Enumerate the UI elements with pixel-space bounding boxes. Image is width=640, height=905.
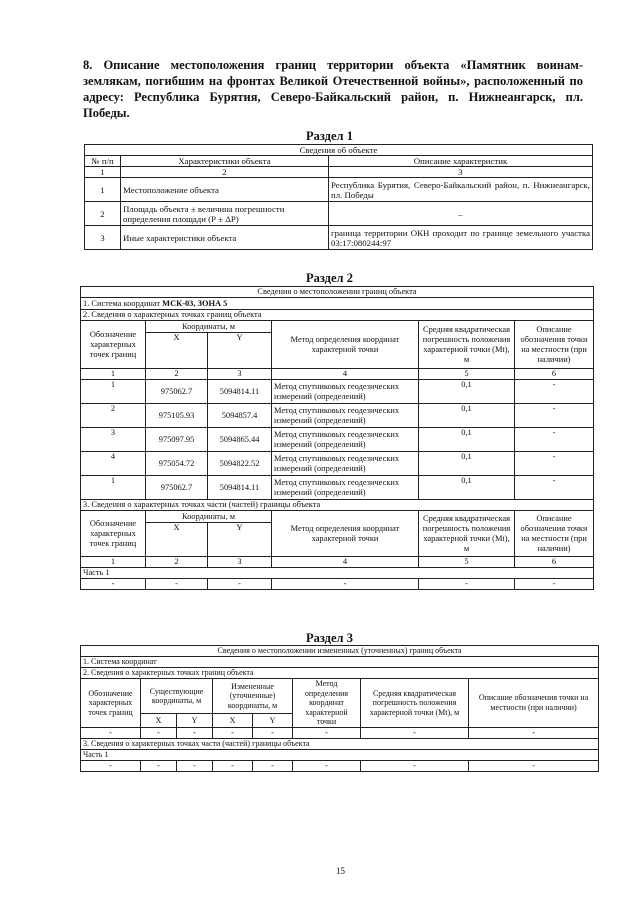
- row-number: 1: [85, 178, 121, 202]
- characteristic: Иные характеристики объекта: [121, 226, 329, 250]
- header-method: Метод определения координат характерной точки: [272, 321, 419, 369]
- column-number: 2: [121, 167, 329, 178]
- header-changed-coordinates: Измененные (уточненные) координаты, м: [213, 679, 293, 714]
- description: граница территории ОКН проходит по границе земельного участка 03:17:080244:97: [329, 226, 593, 250]
- characteristic: Местоположение объекта: [121, 178, 329, 202]
- table-row: [81, 380, 594, 404]
- column-number: 6: [515, 369, 594, 380]
- part-label: Часть 1: [81, 568, 594, 579]
- point-method: Метод спутниковых геодезических измерений (определений): [272, 380, 419, 404]
- table-row: [81, 428, 594, 452]
- header-x: X: [141, 714, 177, 727]
- cell: -: [81, 727, 141, 738]
- header-description: Описание обозначения точки на местности (при наличии): [515, 511, 594, 557]
- header-x: X: [146, 523, 208, 557]
- part-cell: -: [81, 579, 146, 590]
- header-precision: Средняя квадратическая погрешность положения характерной точки (Mt), м: [419, 321, 515, 369]
- points-section-label: 2. Сведения о характерных точках границ объекта: [81, 668, 599, 679]
- point-y: 5094857.4: [208, 404, 272, 428]
- point-id: 4: [81, 452, 146, 476]
- column-number: 5: [419, 369, 515, 380]
- part-cell: -: [515, 579, 594, 590]
- section2-title: Раздел 2: [306, 271, 353, 285]
- point-description: -: [515, 452, 594, 476]
- table-title: Сведения о местоположении измененных (уточненных) границ объекта: [81, 646, 599, 657]
- part-cell: -: [177, 760, 213, 771]
- point-x: 975062.7: [146, 476, 208, 500]
- coordinate-system-label: 1. Система координат: [81, 657, 599, 668]
- header-description: Описание обозначения точки на местности (при наличии): [515, 321, 594, 369]
- header-y: Y: [208, 523, 272, 557]
- point-y: 5094822.52: [208, 452, 272, 476]
- row-number: 2: [85, 202, 121, 226]
- header-x: X: [213, 714, 253, 727]
- header-designation: Обозначение характерных точек границ: [81, 511, 146, 557]
- table-row: [81, 476, 594, 500]
- section3-title: Раздел 3: [306, 631, 353, 645]
- table-row: [85, 202, 593, 226]
- point-precision: 0,1: [419, 476, 515, 500]
- column-header: Характеристики объекта: [121, 156, 329, 167]
- header-x: X: [146, 333, 208, 369]
- table-row: [85, 178, 593, 202]
- point-x: 975062.7: [146, 380, 208, 404]
- point-y: 5094814.11: [208, 380, 272, 404]
- point-id: 3: [81, 428, 146, 452]
- point-y: 5094865.44: [208, 428, 272, 452]
- point-description: -: [515, 476, 594, 500]
- column-number: 4: [272, 557, 419, 568]
- column-number: 1: [81, 369, 146, 380]
- part-cell: -: [469, 760, 599, 771]
- points-section-label: 2. Сведения о характерных точках границ объекта: [81, 310, 594, 321]
- part-cell: -: [81, 760, 141, 771]
- column-number: 5: [419, 557, 515, 568]
- cell: -: [361, 727, 469, 738]
- cell: -: [213, 727, 253, 738]
- column-number: 2: [146, 557, 208, 568]
- header-designation: Обозначение характерных точек границ: [81, 321, 146, 369]
- part-cell: -: [272, 579, 419, 590]
- point-description: -: [515, 428, 594, 452]
- column-header: № п/п: [85, 156, 121, 167]
- table-row: [85, 226, 593, 250]
- header-method: Метод определения координат характерной точки: [293, 679, 361, 728]
- part-cell: -: [146, 579, 208, 590]
- table-title: Сведения об объекте: [85, 145, 593, 156]
- part-cell: -: [213, 760, 253, 771]
- table-row: [81, 452, 594, 476]
- parts-section-label: 3. Сведения о характерных точках части (частей) границы объекта: [81, 738, 599, 749]
- point-id: 2: [81, 404, 146, 428]
- table-row: [81, 579, 594, 590]
- table-row: [81, 404, 594, 428]
- point-id: 1: [81, 476, 146, 500]
- column-number: 2: [146, 369, 208, 380]
- header-precision: Средняя квадратическая погрешность положения характерной точки (Mt), м: [361, 679, 469, 728]
- header-description: Описание обозначения точки на местности (при наличии): [469, 679, 599, 728]
- coordinate-system-value: МСК-03, ЗОНА 5: [162, 298, 228, 308]
- part-cell: -: [361, 760, 469, 771]
- cell: -: [293, 727, 361, 738]
- row-number: 3: [85, 226, 121, 250]
- point-precision: 0,1: [419, 380, 515, 404]
- cell: -: [177, 727, 213, 738]
- header-precision: Средняя квадратическая погрешность положения характерной точки (Mt), м: [419, 511, 515, 557]
- header-coordinates: Координаты, м: [146, 321, 272, 333]
- boundary-points-table: [80, 286, 594, 590]
- point-method: Метод спутниковых геодезических измерений (определений): [272, 404, 419, 428]
- point-method: Метод спутниковых геодезических измерений (определений): [272, 476, 419, 500]
- header-method: Метод определения координат характерной точки: [272, 511, 419, 557]
- point-y: 5094814.11: [208, 476, 272, 500]
- document-heading: 8. Описание местоположения границ территории объекта «Памятник воинам-землякам, погибшим на фронтах Великой Отечественной войны», расположенный по адресу: Республика Бурятия, Северо-Байкальский район, п. Нижнеангарск, пл. Победы.: [83, 58, 583, 120]
- table-row: [81, 760, 599, 771]
- header-coordinates: Координаты, м: [146, 511, 272, 523]
- cell: -: [253, 727, 293, 738]
- header-designation: Обозначение характерных точек границ: [81, 679, 141, 728]
- column-number: 1: [81, 557, 146, 568]
- part-label: Часть 1: [81, 749, 599, 760]
- characteristic: Площадь объекта ± величина погрешности определения площади (Р ± ΔР): [121, 202, 329, 226]
- point-precision: 0,1: [419, 404, 515, 428]
- page-number: 15: [336, 866, 345, 876]
- table-row: [81, 727, 599, 738]
- point-precision: 0,1: [419, 428, 515, 452]
- point-x: 975097.95: [146, 428, 208, 452]
- column-number: 3: [208, 369, 272, 380]
- header-y: Y: [177, 714, 213, 727]
- point-id: 1: [81, 380, 146, 404]
- parts-section-label: 3. Сведения о характерных точках части (частей) границы объекта: [81, 500, 594, 511]
- point-description: -: [515, 404, 594, 428]
- part-cell: -: [253, 760, 293, 771]
- section1-title: Раздел 1: [306, 129, 353, 143]
- header-y: Y: [253, 714, 293, 727]
- column-header: Описание характеристик: [329, 156, 593, 167]
- column-number: 6: [515, 557, 594, 568]
- changed-boundary-table: [80, 645, 599, 772]
- point-x: 975054.72: [146, 452, 208, 476]
- point-precision: 0,1: [419, 452, 515, 476]
- object-info-table: [84, 144, 593, 250]
- point-method: Метод спутниковых геодезических измерений (определений): [272, 428, 419, 452]
- column-number: 4: [272, 369, 419, 380]
- coordinate-system-row: [81, 298, 594, 310]
- table-title: Сведения о местоположении границ объекта: [81, 287, 594, 298]
- column-number: 1: [85, 167, 121, 178]
- description: Республика Бурятия, Северо-Байкальский район, п. Нижнеангарск, пл. Победы: [329, 178, 593, 202]
- cell: -: [469, 727, 599, 738]
- point-description: -: [515, 380, 594, 404]
- column-number: 3: [208, 557, 272, 568]
- description: –: [329, 202, 593, 226]
- coordinate-system-label: 1. Система координат: [83, 298, 161, 308]
- header-existing-coordinates: Существующие координаты, м: [141, 679, 213, 714]
- header-y: Y: [208, 333, 272, 369]
- point-x: 975105.93: [146, 404, 208, 428]
- point-method: Метод спутниковых геодезических измерений (определений): [272, 452, 419, 476]
- part-cell: -: [293, 760, 361, 771]
- column-number: 3: [329, 167, 593, 178]
- cell: -: [141, 727, 177, 738]
- part-cell: -: [141, 760, 177, 771]
- part-cell: -: [208, 579, 272, 590]
- part-cell: -: [419, 579, 515, 590]
